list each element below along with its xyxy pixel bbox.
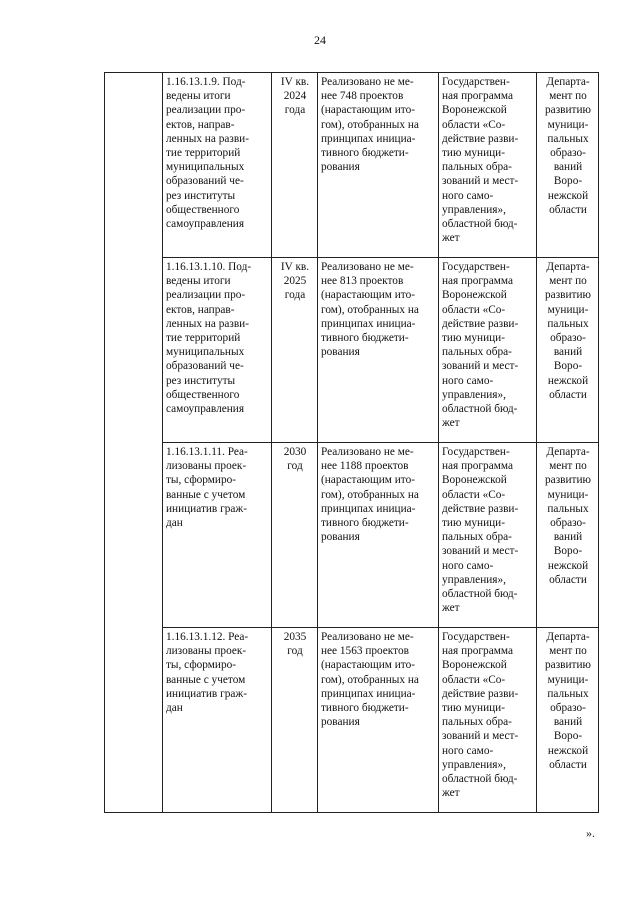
item-cell: 1.16.13.1.12. Реа- лизованы проек- ты, сформиро- ванные с учетом инициатив граж- дан	[163, 628, 272, 813]
term-cell: IV кв. 2024 года	[272, 73, 318, 258]
result-cell: Реализовано не ме- нее 1188 проектов (нарастающим ито- гом), отобранных на принципах инициа- тивного бюджети- рования	[318, 443, 439, 628]
result-cell: Реализовано не ме- нее 1563 проектов (нарастающим ито- гом), отобранных на принципах инициа- тивного бюджети- рования	[318, 628, 439, 813]
table-row	[105, 628, 599, 813]
table-row	[105, 258, 599, 443]
department-cell: Департа- мент по развитию муници- пальных образо- ваний Воро- нежской области	[537, 443, 599, 628]
program-cell: Государствен- ная программа Воронежской области «Со- действие разви- тию муници- пальных обра- зований и мест- ного само- управления», областной бюд- жет	[439, 258, 537, 443]
table-row	[105, 443, 599, 628]
item-cell: 1.16.13.1.10. Под- ведены итоги реализации про- ектов, направ- ленных на разви- тие территорий муниципальных образований че- рез институты общественного самоуправления	[163, 258, 272, 443]
activity-table	[104, 72, 599, 813]
result-cell: Реализовано не ме- нее 813 проектов (нарастающим ито- гом), отобранных на принципах инициа- тивного бюджети- рования	[318, 258, 439, 443]
blank-cell	[105, 73, 163, 813]
closing-quote: ».	[586, 826, 595, 840]
table-row	[105, 73, 599, 258]
term-cell: 2030 год	[272, 443, 318, 628]
department-cell: Департа- мент по развитию муници- пальных образо- ваний Воро- нежской области	[537, 73, 599, 258]
term-cell: IV кв. 2025 года	[272, 258, 318, 443]
item-cell: 1.16.13.1.11. Реа- лизованы проек- ты, сформиро- ванные с учетом инициатив граж- дан	[163, 443, 272, 628]
result-cell: Реализовано не ме- нее 748 проектов (нарастающим ито- гом), отобранных на принципах инициа- тивного бюджети- рования	[318, 73, 439, 258]
page-number: 24	[314, 33, 326, 47]
term-cell: 2035 год	[272, 628, 318, 813]
department-cell: Департа- мент по развитию муници- пальных образо- ваний Воро- нежской области	[537, 258, 599, 443]
item-cell: 1.16.13.1.9. Под- ведены итоги реализации про- ектов, направ- ленных на разви- тие территорий муниципальных образований че- рез институты общественного самоуправления	[163, 73, 272, 258]
program-cell: Государствен- ная программа Воронежской области «Со- действие разви- тию муници- пальных обра- зований и мест- ного само- управления», областной бюд- жет	[439, 73, 537, 258]
department-cell: Департа- мент по развитию муници- пальных образо- ваний Воро- нежской области	[537, 628, 599, 813]
program-cell: Государствен- ная программа Воронежской области «Со- действие разви- тию муници- пальных обра- зований и мест- ного само- управления», областной бюд- жет	[439, 443, 537, 628]
program-cell: Государствен- ная программа Воронежской области «Со- действие разви- тию муници- пальных обра- зований и мест- ного само- управления», областной бюд- жет	[439, 628, 537, 813]
